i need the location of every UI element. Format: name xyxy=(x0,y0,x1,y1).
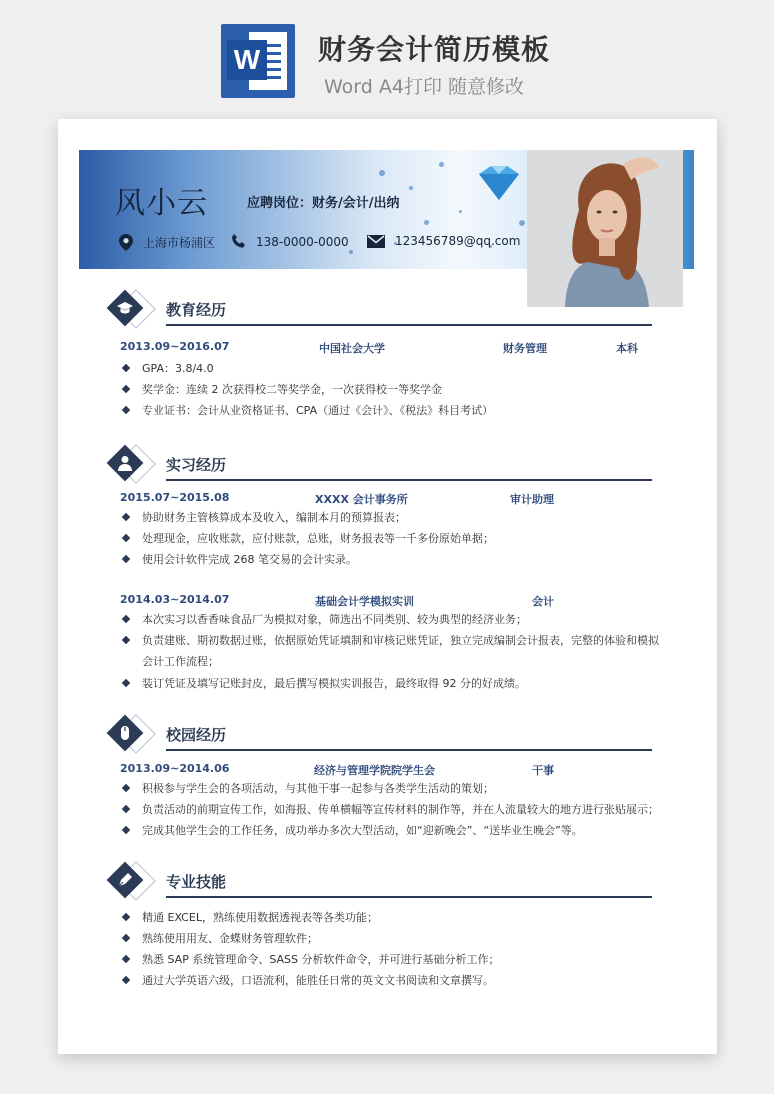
job2-org: 基础会计学模拟实训 xyxy=(315,595,414,608)
person-icon xyxy=(116,454,134,472)
list-item: 完成其他学生会的工作任务，成功举办多次大型活动，如“迎新晚会”、“送毕业生晚会”等。 xyxy=(120,820,665,841)
list-item: 奖学金：连续 2 次获得校二等奖学金，一次获得校一等奖学金 xyxy=(120,379,665,400)
mouse-icon xyxy=(116,724,134,742)
location-text: 上海市杨浦区 xyxy=(143,236,216,250)
edu-school: 中国社会大学 xyxy=(319,342,385,355)
promo-subtitle: Word A4打印 随意修改 xyxy=(324,76,525,98)
list-item: 精通 EXCEL，熟练使用数据透视表等各类功能； xyxy=(120,907,665,928)
contact-location xyxy=(119,234,215,251)
list-item: 负责活动的前期宣传工作，如海报、传单横幅等宣传材料的制作等，并在人流量较大的地方进行张贴展示； xyxy=(120,799,665,820)
internship-row xyxy=(120,491,660,507)
job2-role: 会计 xyxy=(532,595,554,608)
promo-banner xyxy=(0,0,774,110)
section-title: 专业技能 xyxy=(166,873,227,891)
list-item: 熟练使用用友、金蝶财务管理软件； xyxy=(120,928,665,949)
word-letter: W xyxy=(227,40,267,80)
section-campus-header xyxy=(108,716,652,756)
email-text: 123456789@qq.com xyxy=(395,234,521,248)
edu-major: 财务管理 xyxy=(503,342,547,355)
phone-icon xyxy=(231,234,246,249)
list-item: 积极参与学生会的各项活动，与其他干事一起参与各类学生活动的策划； xyxy=(120,778,665,799)
list-item: 通过大学英语六级，口语流利，能胜任日常的英文文书阅读和文章撰写。 xyxy=(120,970,665,991)
map-pin-icon xyxy=(119,234,133,251)
list-item: 处理现金，应收账款，应付账款，总账，财务报表等一千多份原始单据； xyxy=(120,528,665,549)
job1-date: 2015.07~2015.08 xyxy=(120,491,230,504)
campus-org: 经济与管理学院院学生会 xyxy=(314,764,435,777)
edu-degree: 本科 xyxy=(616,342,638,355)
list-item: 负责建账、期初数据过账，依据原始凭证填制和审核记账凭证，独立完成编制会计报表，完整的体验和模拟 xyxy=(120,630,665,651)
contact-phone xyxy=(231,234,349,249)
internship-row xyxy=(120,593,660,609)
envelope-icon xyxy=(367,235,385,248)
section-title: 教育经历 xyxy=(166,301,227,319)
campus-role: 干事 xyxy=(532,764,554,777)
list-item: 熟悉 SAP 系统管理命令、SASS 分析软件命令，并可进行基础分析工作； xyxy=(120,949,665,970)
list-item: 装订凭证及填写记账封皮，最后撰写模拟实训报告，最终取得 92 分的好成绩。 xyxy=(120,673,665,694)
section-education-header xyxy=(108,291,652,331)
education-row xyxy=(120,340,660,356)
word-document-icon xyxy=(221,24,295,98)
list-item: 专业证书：会计从业资格证书、CPA（通过《会计》、《税法》科目考试） xyxy=(120,400,665,421)
profile-photo xyxy=(527,150,683,307)
list-item: GPA：3.8/4.0 xyxy=(120,358,665,379)
job1-role: 审计助理 xyxy=(510,493,554,506)
section-skills-header xyxy=(108,863,652,903)
contact-email[interactable] xyxy=(367,234,520,248)
campus-date: 2013.09~2014.06 xyxy=(120,762,230,775)
list-item-continued: 会计工作流程； xyxy=(142,655,219,668)
section-title: 实习经历 xyxy=(166,456,227,474)
list-item: 本次实习以香香味食品厂为模拟对象，筛选出不同类别、较为典型的经济业务； xyxy=(120,609,665,630)
pen-icon xyxy=(116,871,134,889)
list-item: 使用会计软件完成 268 笔交易的会计实录。 xyxy=(120,549,665,570)
graduation-cap-icon xyxy=(116,299,134,317)
campus-row xyxy=(120,762,660,778)
promo-title: 财务会计简历模板 xyxy=(318,33,551,66)
diamond-icon xyxy=(471,164,527,202)
job2-date: 2014.03~2014.07 xyxy=(120,593,230,606)
resume-page xyxy=(58,119,717,1054)
section-internship-header xyxy=(108,446,652,486)
list-item: 协助财务主管核算成本及收入，编制本月的预算报表； xyxy=(120,507,665,528)
section-title: 校园经历 xyxy=(166,726,227,744)
candidate-name: 风小云 xyxy=(115,186,208,221)
job-target: 应聘岗位：财务/会计/出纳 xyxy=(247,196,400,211)
job1-org: XXXX 会计事务所 xyxy=(315,493,408,506)
phone-text: 138-0000-0000 xyxy=(256,234,349,249)
edu-date: 2013.09~2016.07 xyxy=(120,340,230,353)
